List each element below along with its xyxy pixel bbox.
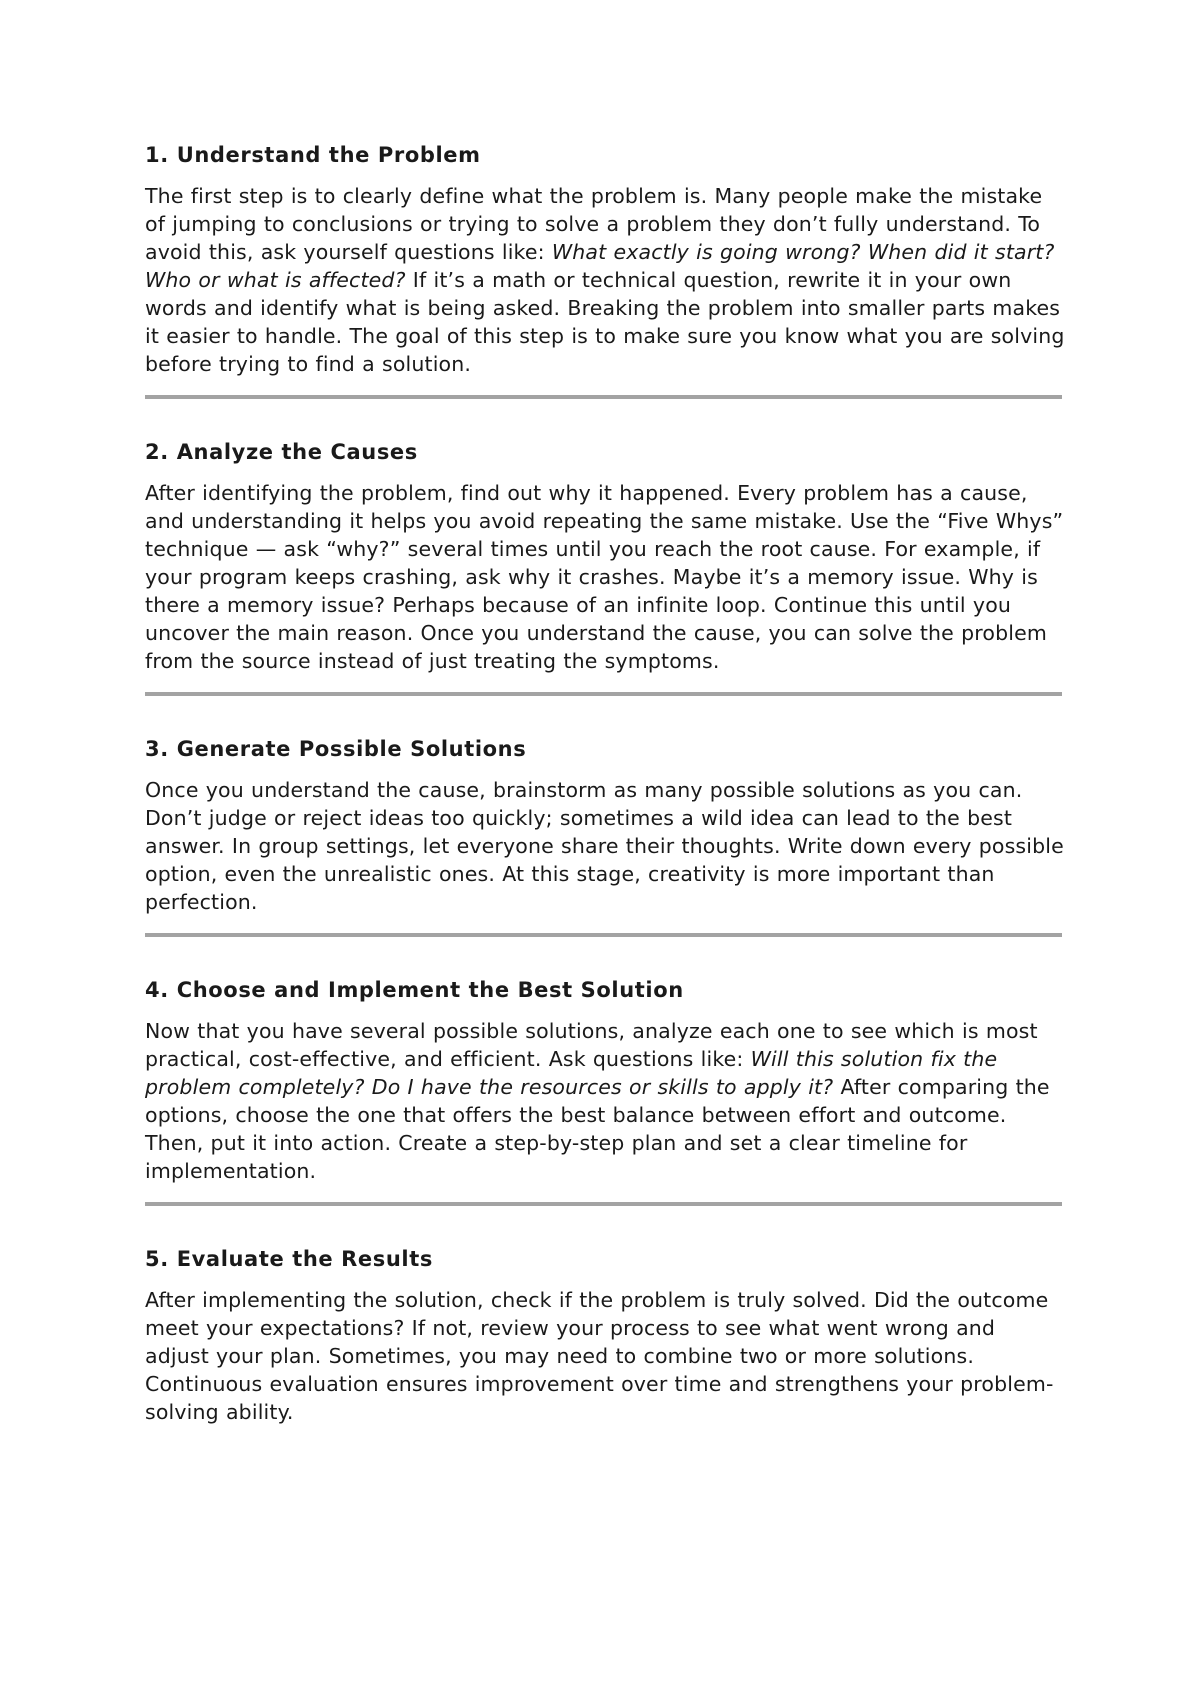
section-divider xyxy=(145,933,1062,937)
section-body xyxy=(145,182,1065,378)
section-analyze-causes xyxy=(145,437,1065,675)
body-text: Now that you have several possible solutions, analyze each one to see which is most practical, cost-effective, and efficient. Ask questions like: xyxy=(145,1019,1038,1071)
section-evaluate-results xyxy=(145,1244,1065,1426)
section-divider xyxy=(145,1202,1062,1206)
section-heading: 2. Analyze the Causes xyxy=(145,440,418,464)
section-body xyxy=(145,776,1065,916)
section-heading: 3. Generate Possible Solutions xyxy=(145,737,527,761)
section-body xyxy=(145,479,1065,675)
body-text: After implementing the solution, check if the problem is truly solved. Did the outcome meet your expectations? If not, review your process to see what went wrong and adjust your plan. Sometimes, you may need to combine two or more solutions. Continuous evaluation ensures improvement over time and strengthens your problem-solving ability. xyxy=(145,1288,1054,1424)
body-text: The first step is to clearly define what the problem is. Many people make the mistake of jumping to conclusions or trying to solve a problem they don’t fully understand. To avoid this, ask yourself questions like: xyxy=(145,184,1043,264)
document-page xyxy=(145,140,1065,1426)
section-divider xyxy=(145,692,1062,696)
body-text: If it’s a math or technical question, rewrite it in your own words and identify what is being asked. Breaking the problem into smaller parts makes it easier to handle. The goal of this step is to make sure you know what you are solving before trying to find a solution. xyxy=(145,268,1065,376)
section-heading: 1. Understand the Problem xyxy=(145,143,481,167)
section-divider xyxy=(145,395,1062,399)
section-body xyxy=(145,1286,1065,1426)
section-heading: 5. Evaluate the Results xyxy=(145,1247,433,1271)
section-heading: 4. Choose and Implement the Best Solution xyxy=(145,978,684,1002)
body-text: After comparing the options, choose the one that offers the best balance between effort and outcome. Then, put it into action. Create a step-by-step plan and set a clear timeline for implementation. xyxy=(145,1075,1050,1183)
section-body xyxy=(145,1017,1065,1185)
section-generate-solutions xyxy=(145,734,1065,916)
body-italic-text: Will this solution fix the problem completely? Do I have the resources or skills to apply it? xyxy=(145,1047,998,1099)
body-italic-text: What exactly is going wrong? When did it start? Who or what is affected? xyxy=(145,240,1055,292)
section-choose-implement xyxy=(145,975,1065,1185)
section-understand-problem xyxy=(145,140,1065,378)
body-text: Once you understand the cause, brainstorm as many possible solutions as you can. Don’t judge or reject ideas too quickly; sometimes a wild idea can lead to the best answer. In group settings, let everyone share their thoughts. Write down every possible option, even the unrealistic ones. At this stage, creativity is more important than perfection. xyxy=(145,778,1064,914)
body-text: After identifying the problem, find out why it happened. Every problem has a cause, and understanding it helps you avoid repeating the same mistake. Use the “Five Whys” technique — ask “why?” several times until you reach the root cause. For example, if your program keeps crashing, ask why it crashes. Maybe it’s a memory issue. Why is there a memory issue? Perhaps because of an infinite loop. Continue this until you uncover the main reason. Once you understand the cause, you can solve the problem from the source instead of just treating the symptoms. xyxy=(145,481,1064,673)
